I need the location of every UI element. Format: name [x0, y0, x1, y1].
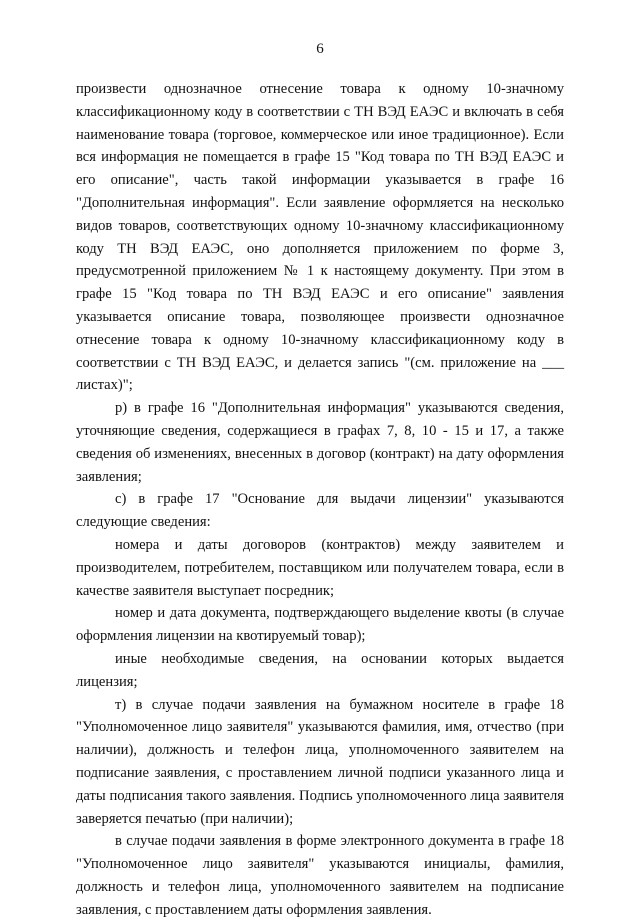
paragraph-other-info: иные необходимые сведения, на основании которых выдается лицензия;: [76, 650, 564, 690]
paragraph-item-r: р) в графе 16 "Дополнительная информация" указываются сведения, уточняющие сведения, содержащиеся в графах 7, 8, 10 - 15 и 17, а также сведения об изменениях, внесенных в договор (контракт) на дату оформления заявления;: [76, 400, 564, 485]
paragraph-contracts: номера и даты договоров (контрактов) между заявителем и производителем, потребителем, поставщиком или получателем товара, если в качестве заявителя выступает посредник;: [76, 536, 564, 599]
paragraph-item-s: с) в графе 17 "Основание для выдачи лицензии" указываются следующие сведения:: [76, 491, 564, 531]
paragraph-quota-document: номер и дата документа, подтверждающего выделение квоты (в случае оформления лицензии на квотируемый товар);: [76, 605, 564, 645]
paragraph-continuation: произвести однозначное отнесение товара к одному 10-значному классификационному коду в соответствии с ТН ВЭД ЕАЭС и включать в себя наименование товара (торговое, коммерческое или иное традиционное). Если вся информация не помещается в графе 15 "Код товара по ТН ВЭД ЕАЭС и его описание", часть такой информации указывается в графе 16 "Дополнительная информация". Если заявление оформляется на несколько видов товаров, соответствующих одному 10-значному классификационному коду ТН ВЭД ЕАЭС, оно дополняется приложением по форме 3, предусмотренной приложением № 1 к настоящему документу. При этом в графе 15 "Код товара по ТН ВЭД ЕАЭС и его описание" заявления указывается описание товара, позволяющее произвести однозначное отнесение товара к одному 10-значному классификационному коду в соответствии с ТН ВЭД ЕАЭС, и делается запись "(см. приложение на ___ листах)";: [76, 81, 564, 394]
document-body: [76, 78, 564, 921]
page-number: 6: [316, 41, 324, 57]
paragraph-item-t: т) в случае подачи заявления на бумажном носителе в графе 18 "Уполномоченное лицо заявителя" указываются фамилия, имя, отчество (при наличии), должность и телефон лица, уполномоченного заявителем на подписание заявления, с проставлением личной подписи указанного лица и даты подписания такого заявления. Подпись уполномоченного лица заявителя заверяется печатью (при наличии);: [76, 696, 564, 827]
paragraph-electronic-filing: в случае подачи заявления в форме электронного документа в графе 18 "Уполномоченное лицо заявителя" указываются инициалы, фамилия, должность и телефон лица, уполномоченного заявителем на подписание заявления, с проставлением даты оформления заявления.: [76, 833, 564, 918]
